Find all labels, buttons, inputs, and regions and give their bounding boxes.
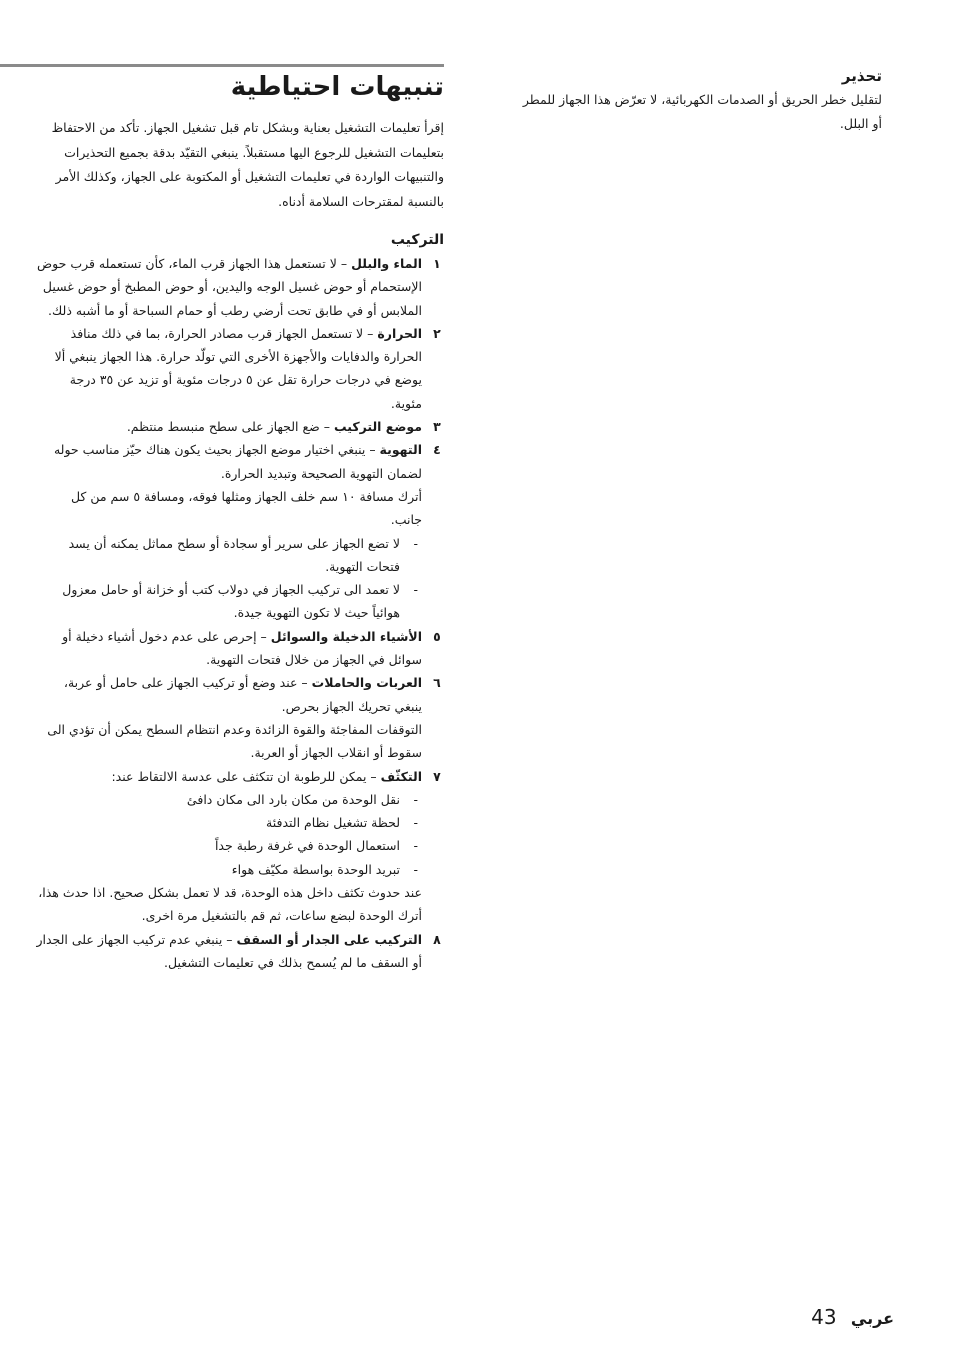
item-number: ٥ (433, 628, 441, 644)
bullet-item: - نقل الوحدة من مكان بارد الى مكان دافئ (186, 791, 418, 807)
item-text: لا تستعمل هذا الجهاز قرب الماء، كأن تستعمله قرب حوض الإستحمام أو حوض غسيل الوجه واليدين، أو حوض المطبخ أو حوض غسيل الملابس أو في طابق تحت أرضي رطب أو حمام السباحة أو ما أشبه ذلك. (37, 256, 422, 318)
list-item: ٣ موضع التركيب – ضع الجهاز على سطح منبسط منتظم. (36, 415, 444, 438)
bullet-item: - لا تضع الجهاز على سرير أو سجادة أو سطح مماثل يمكنه أن يسد فتحات التهوية. (68, 535, 418, 574)
item-extra: أترك مسافة ١٠ سم خلف الجهاز ومثلها فوقه، ومسافة ٥ سم من كل جانب. (70, 488, 422, 528)
item-number: ٣ (433, 419, 441, 435)
intro-paragraph: إقرأ تعليمات التشغيل بعناية وبشكل تام قبل تشغيل الجهاز. تأكد من الاحتفاظ بتعليمات التشغيل للرجوع اليها مستقبلاً. ينبغي التقيّد بدقة بجميع التحذيرات والتنبيهات الواردة في تعليمات التشغيل أو المكتوبة على الجهاز، وكذلك الأمر بالنسبة لمقترحات السلامة أدناه. (51, 120, 444, 209)
item-heading: الماء والبلل (351, 256, 422, 271)
item-text: إحرص على عدم دخول أشياء دخيلة أو سوائل في الجهاز من خلال فتحات التهوية. (62, 628, 422, 668)
bullet-item: - استعمال الوحدة في غرفة رطبة جداً (214, 838, 418, 854)
page-footer (811, 1304, 894, 1332)
item-text: لا تستعمل الجهاز قرب مصادر الحرارة، بما في ذلك منافذ الحرارة والدفايات والأجهزة الأخرى التي تولّد حرارة. هذا الجهاز ينبغي ألا يوضع في درجات حرارة تقل عن ٥ درجات مئوية أو تزيد عن ٣٥ درجة مئوية. (54, 325, 422, 411)
page-number: 43 (811, 1305, 837, 1329)
list-item: ١ الماء والبلل – لا تستعمل هذا الجهاز قرب الماء، كأن تستعمله قرب حوض الإستحمام أو حوض غسيل الوجه واليدين، أو حوض المطبخ أو حوض غسيل الملابس أو في طابق تحت أرضي رطب أو حمام السباحة أو ما أشبه ذلك. (36, 252, 444, 322)
item-after: عند حدوث تكثف داخل هذه الوحدة، قد لا تعمل بشكل صحيح. اذا حدث هذا، أترك الوحدة لبضع ساعات، ثم قم بالتشغيل مرة اخرى. (38, 885, 422, 924)
item-extra: التوقفات المفاجئة والقوة الزائدة وعدم انتظام السطح يمكن أن تؤدي الى سقوط أو انقلاب الجهاز أو العربة. (47, 721, 422, 761)
list-item: ٤ التهوية – ينبغي اختيار موضع الجهاز بحيث يكون هناك حيّز مناسب حوله لضمان التهوية الصحيحة وتبديد الحرارة. أترك مسافة ١٠ سم خلف الجهاز ومثلها فوقه، ومسافة ٥ سم من كل جانب. - لا تضع الجهاز على سرير أو سجادة أو سطح مماثل يمكنه أن يسد فتحات التهوية. - لا تعمد الى تركيب الجهاز في دولاب كتب أو خزانة أو حامل معزول هوائياً حيث لا تكون التهوية جيدة. (36, 438, 444, 624)
language-label: عربي (850, 1309, 894, 1328)
bullet-item: - تبريد الوحدة بواسطة مكيّف هواء (231, 861, 418, 877)
bullet-text: لحظة تشغيل نظام التدفئة (266, 815, 400, 831)
list-item: ٦ العربات والحاملات – عند وضع أو تركيب الجهاز على حامل أو عربة، ينبغي تحريك الجهاز بحرص. التوقفات المفاجئة والقوة الزائدة وعدم انتظام السطح يمكن أن تؤدي الى سقوط أو انقلاب الجهاز أو العربة. (36, 671, 444, 764)
item-number: ٧ (433, 768, 441, 784)
warning-text: لتقليل خطر الحريق أو الصدمات الكهربائية، لا تعرّض هذا الجهاز للمطر أو البلل. (522, 92, 882, 131)
item-number: ٤ (433, 442, 441, 458)
item-number: ٨ (433, 931, 441, 947)
item-heading: الحرارة (377, 325, 422, 341)
item-text: يمكن للرطوبة ان تتكثف على عدسة الالتقاط عند: (111, 768, 367, 784)
item-text: ينبغي اختيار موضع الجهاز بحيث يكون هناك حيّز مناسب حوله لضمان التهوية الصحيحة وتبديد الحرارة. (53, 442, 422, 481)
item-text: ينبغي عدم تركيب الجهاز على الجدار أو السقف ما لم يُسمح بذلك في تعليمات التشغيل. (36, 931, 422, 970)
item-number: ٢ (433, 325, 441, 341)
warning-box (510, 66, 882, 136)
main-column (36, 70, 444, 974)
list-item: ٨ التركيب على الجدار أو السقف – ينبغي عدم تركيب الجهاز على الجدار أو السقف ما لم يُسمح بذلك في تعليمات التشغيل. (36, 928, 444, 975)
list-item: ٢ الحرارة – لا تستعمل الجهاز قرب مصادر الحرارة، بما في ذلك منافذ الحرارة والدفايات والأجهزة الأخرى التي تولّد حرارة. هذا الجهاز ينبغي ألا يوضع في درجات حرارة تقل عن ٥ درجات مئوية أو تزيد عن ٣٥ درجة مئوية. (36, 322, 444, 415)
precautions-list (36, 252, 444, 974)
item-heading: التهوية (379, 442, 422, 458)
item-number: ١ (433, 256, 441, 271)
bullet-text: نقل الوحدة من مكان بارد الى مكان دافئ (186, 791, 400, 807)
warning-title: تحذير (841, 67, 882, 85)
item-text: عند وضع أو تركيب الجهاز على حامل أو عربة، ينبغي تحريك الجهاز بحرص. (63, 675, 422, 714)
list-item: ٧ التكثّف – يمكن للرطوبة ان تتكثف على عدسة الالتقاط عند: - نقل الوحدة من مكان بارد الى مكان دافئ - لحظة تشغيل نظام التدفئة - استعمال الوحدة في غرفة رطبة جداً - تبريد الوحدة بواسطة مكيّف هواء عند حدوث تكثف داخل هذه الوحدة، قد لا تعمل بشكل صحيح. اذا حدث هذا، أترك الوحدة لبضع ساعات، ثم قم بالتشغيل مرة اخرى. (36, 765, 444, 928)
section-title: التركيب (390, 232, 444, 248)
item-heading: موضع التركيب (333, 419, 422, 435)
page-title: تنبيهات احتياطية (230, 72, 444, 102)
bullet-item: - لحظة تشغيل نظام التدفئة (266, 815, 418, 831)
bullet-item: - لا تعمد الى تركيب الجهاز في دولاب كتب أو خزانة أو حامل معزول هوائياً حيث لا تكون التهوية جيدة. (62, 582, 418, 621)
item-heading: العربات والحاملات (311, 675, 422, 691)
bullet-text: لا تضع الجهاز على سرير أو سجادة أو سطح مماثل يمكنه أن يسد فتحات التهوية. (68, 535, 400, 574)
item-heading: الأشياء الدخيلة والسوائل (270, 628, 422, 644)
bullet-text: تبريد الوحدة بواسطة مكيّف هواء (231, 861, 400, 877)
list-item: ٥ الأشياء الدخيلة والسوائل – إحرص على عدم دخول أشياء دخيلة أو سوائل في الجهاز من خلال فتحات التهوية. (36, 625, 444, 672)
bullet-text: استعمال الوحدة في غرفة رطبة جداً (214, 838, 400, 854)
bullet-text: لا تعمد الى تركيب الجهاز في دولاب كتب أو خزانة أو حامل معزول هوائياً حيث لا تكون التهوية جيدة. (62, 582, 400, 621)
item-heading: التركيب على الجدار أو السقف (236, 931, 422, 947)
item-heading: التكثّف (380, 768, 422, 784)
item-number: ٦ (433, 675, 441, 691)
item-text: ضع الجهاز على سطح منبسط منتظم. (126, 419, 320, 435)
header-rule (0, 64, 444, 67)
